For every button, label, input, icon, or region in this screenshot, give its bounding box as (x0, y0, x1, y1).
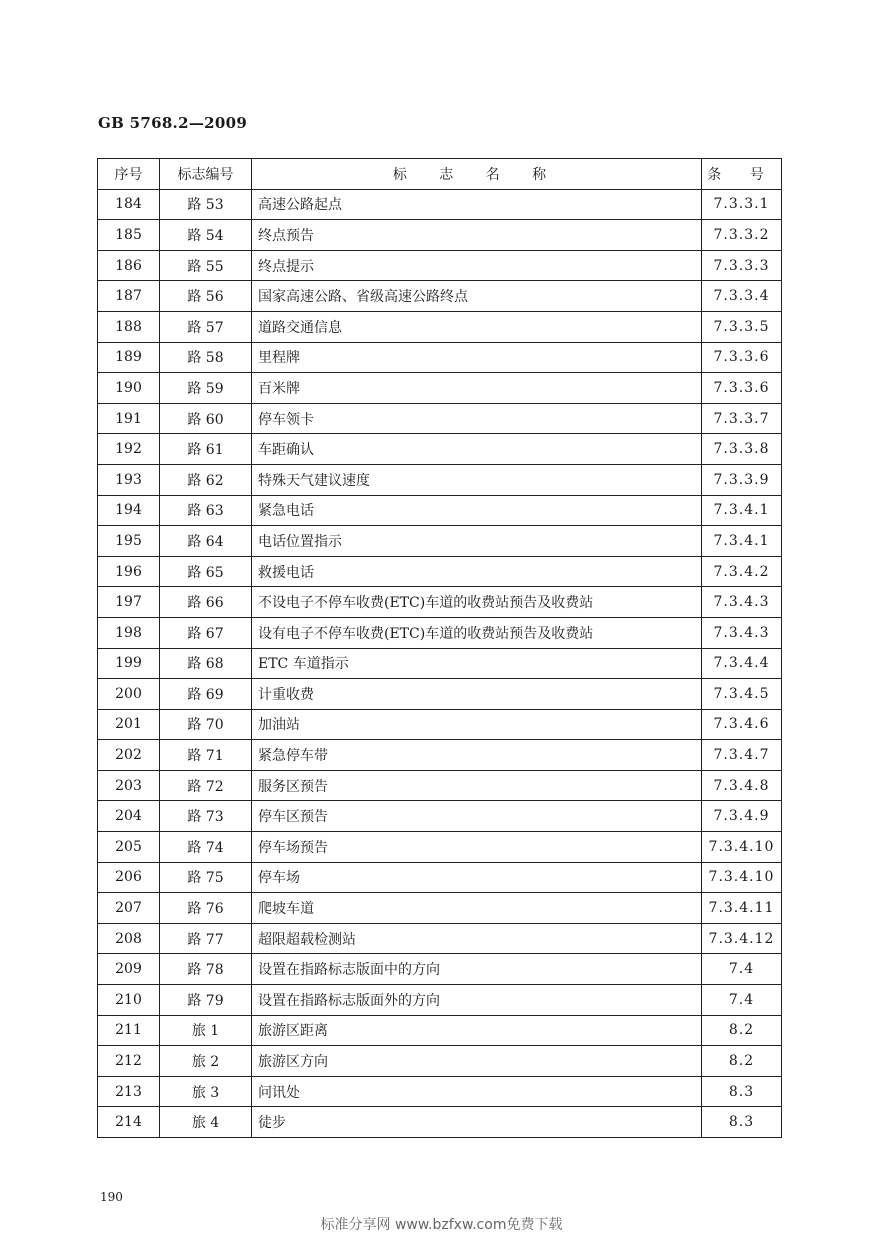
sign-code-cell: 路 72 (160, 770, 252, 801)
serial-number-cell: 192 (98, 434, 160, 465)
clause-number-cell: 7.3.3.9 (702, 464, 782, 495)
serial-number-cell: 202 (98, 740, 160, 771)
sign-name-cell: 终点预告 (252, 220, 702, 251)
table-row (98, 526, 782, 557)
sign-code-cell: 路 79 (160, 985, 252, 1016)
serial-number-cell: 205 (98, 832, 160, 863)
serial-number-cell: 204 (98, 801, 160, 832)
sign-code-cell: 路 60 (160, 403, 252, 434)
clause-number-cell: 7.3.4.1 (702, 495, 782, 526)
sign-code-cell: 路 75 (160, 862, 252, 893)
table-row (98, 648, 782, 679)
sign-name-cell: 设置在指路标志版面外的方向 (252, 985, 702, 1016)
sign-name-cell: ETC 车道指示 (252, 648, 702, 679)
sign-code-cell: 路 77 (160, 923, 252, 954)
serial-number-cell: 206 (98, 862, 160, 893)
sign-code-cell: 路 58 (160, 342, 252, 373)
serial-number-cell: 198 (98, 617, 160, 648)
sign-code-cell: 路 67 (160, 617, 252, 648)
table-row (98, 373, 782, 404)
table-row (98, 403, 782, 434)
clause-number-cell: 7.3.4.10 (702, 862, 782, 893)
clause-number-cell: 7.3.4.1 (702, 526, 782, 557)
table-row (98, 679, 782, 710)
sign-code-cell: 旅 2 (160, 1046, 252, 1077)
serial-number-cell: 184 (98, 189, 160, 220)
sign-code-cell: 路 71 (160, 740, 252, 771)
table-header-row (98, 159, 782, 190)
clause-number-cell: 7.3.3.6 (702, 342, 782, 373)
sign-name-cell: 爬坡车道 (252, 893, 702, 924)
sign-name-cell: 车距确认 (252, 434, 702, 465)
sign-name-cell: 停车区预告 (252, 801, 702, 832)
table-row (98, 434, 782, 465)
serial-number-cell: 190 (98, 373, 160, 404)
clause-number-cell: 7.3.3.5 (702, 311, 782, 342)
clause-number-cell: 7.3.4.3 (702, 587, 782, 618)
sign-code-cell: 路 54 (160, 220, 252, 251)
sign-name-cell: 设置在指路标志版面中的方向 (252, 954, 702, 985)
clause-number-cell: 7.3.4.9 (702, 801, 782, 832)
serial-number-cell: 210 (98, 985, 160, 1016)
table-row (98, 740, 782, 771)
sign-code-cell: 路 73 (160, 801, 252, 832)
sign-name-cell: 停车领卡 (252, 403, 702, 434)
page-number: 190 (100, 1190, 123, 1204)
standard-code: GB 5768.2—2009 (98, 114, 248, 132)
table-row (98, 1107, 782, 1138)
sign-name-cell: 旅游区距离 (252, 1015, 702, 1046)
serial-number-cell: 203 (98, 770, 160, 801)
clause-number-cell: 7.4 (702, 954, 782, 985)
sign-code-cell: 路 78 (160, 954, 252, 985)
table-row (98, 342, 782, 373)
sign-index-table (97, 158, 782, 1138)
serial-number-cell: 185 (98, 220, 160, 251)
table-row (98, 220, 782, 251)
serial-number-cell: 199 (98, 648, 160, 679)
serial-number-cell: 201 (98, 709, 160, 740)
clause-number-cell: 7.4 (702, 985, 782, 1016)
sign-code-cell: 路 74 (160, 832, 252, 863)
serial-number-cell: 186 (98, 250, 160, 281)
clause-number-cell: 8.2 (702, 1046, 782, 1077)
sign-code-cell: 路 66 (160, 587, 252, 618)
sign-code-cell: 路 64 (160, 526, 252, 557)
column-header-sign-code: 标志编号 (160, 159, 252, 190)
clause-number-cell: 7.3.4.5 (702, 679, 782, 710)
sign-code-cell: 路 61 (160, 434, 252, 465)
sign-code-cell: 路 69 (160, 679, 252, 710)
table-row (98, 189, 782, 220)
sign-name-cell: 救援电话 (252, 556, 702, 587)
clause-number-cell: 7.3.4.2 (702, 556, 782, 587)
column-header-clause: 条 号 (702, 159, 782, 190)
table-row (98, 954, 782, 985)
table-row (98, 281, 782, 312)
sign-name-cell: 百米牌 (252, 373, 702, 404)
clause-number-cell: 7.3.4.6 (702, 709, 782, 740)
table-row (98, 464, 782, 495)
sign-name-cell: 服务区预告 (252, 770, 702, 801)
table-body (98, 189, 782, 1137)
sign-name-cell: 停车场预告 (252, 832, 702, 863)
sign-code-cell: 路 63 (160, 495, 252, 526)
sign-name-cell: 旅游区方向 (252, 1046, 702, 1077)
sign-code-cell: 旅 4 (160, 1107, 252, 1138)
serial-number-cell: 200 (98, 679, 160, 710)
serial-number-cell: 189 (98, 342, 160, 373)
clause-number-cell: 7.3.4.12 (702, 923, 782, 954)
column-header-sign-name: 标 志 名 称 (252, 159, 702, 190)
sign-name-cell: 超限超载检测站 (252, 923, 702, 954)
serial-number-cell: 211 (98, 1015, 160, 1046)
sign-name-cell: 紧急电话 (252, 495, 702, 526)
serial-number-cell: 188 (98, 311, 160, 342)
clause-number-cell: 8.3 (702, 1076, 782, 1107)
table-row (98, 587, 782, 618)
serial-number-cell: 208 (98, 923, 160, 954)
sign-name-cell: 紧急停车带 (252, 740, 702, 771)
table-row (98, 617, 782, 648)
table-header (98, 159, 782, 190)
sign-name-cell: 特殊天气建议速度 (252, 464, 702, 495)
sign-name-cell: 国家高速公路、省级高速公路终点 (252, 281, 702, 312)
column-header-serial: 序号 (98, 159, 160, 190)
table-row (98, 832, 782, 863)
clause-number-cell: 8.2 (702, 1015, 782, 1046)
sign-name-cell: 设有电子不停车收费(ETC)车道的收费站预告及收费站 (252, 617, 702, 648)
serial-number-cell: 191 (98, 403, 160, 434)
table-row (98, 311, 782, 342)
serial-number-cell: 187 (98, 281, 160, 312)
clause-number-cell: 7.3.3.6 (702, 373, 782, 404)
clause-number-cell: 7.3.3.4 (702, 281, 782, 312)
serial-number-cell: 194 (98, 495, 160, 526)
serial-number-cell: 193 (98, 464, 160, 495)
table-row (98, 250, 782, 281)
sign-code-cell: 路 68 (160, 648, 252, 679)
sign-code-cell: 路 76 (160, 893, 252, 924)
serial-number-cell: 196 (98, 556, 160, 587)
table-row (98, 1076, 782, 1107)
table-row (98, 770, 782, 801)
sign-code-cell: 路 56 (160, 281, 252, 312)
clause-number-cell: 8.3 (702, 1107, 782, 1138)
sign-code-cell: 路 62 (160, 464, 252, 495)
sign-name-cell: 计重收费 (252, 679, 702, 710)
table-row (98, 556, 782, 587)
sign-name-cell: 里程牌 (252, 342, 702, 373)
sign-code-cell: 路 70 (160, 709, 252, 740)
clause-number-cell: 7.3.3.8 (702, 434, 782, 465)
clause-number-cell: 7.3.3.1 (702, 189, 782, 220)
serial-number-cell: 195 (98, 526, 160, 557)
clause-number-cell: 7.3.3.3 (702, 250, 782, 281)
sign-name-cell: 停车场 (252, 862, 702, 893)
sign-name-cell: 电话位置指示 (252, 526, 702, 557)
sign-code-cell: 路 57 (160, 311, 252, 342)
sign-name-cell: 终点提示 (252, 250, 702, 281)
table-row (98, 893, 782, 924)
watermark-text: 标准分享网 www.bzfxw.com免费下载 (320, 1217, 563, 1233)
serial-number-cell: 197 (98, 587, 160, 618)
clause-number-cell: 7.3.4.10 (702, 832, 782, 863)
clause-number-cell: 7.3.4.8 (702, 770, 782, 801)
sign-name-cell: 问讯处 (252, 1076, 702, 1107)
sign-name-cell: 道路交通信息 (252, 311, 702, 342)
clause-number-cell: 7.3.3.2 (702, 220, 782, 251)
table-row (98, 985, 782, 1016)
sign-code-cell: 旅 3 (160, 1076, 252, 1107)
table-row (98, 495, 782, 526)
sign-code-cell: 路 55 (160, 250, 252, 281)
clause-number-cell: 7.3.4.4 (702, 648, 782, 679)
serial-number-cell: 214 (98, 1107, 160, 1138)
clause-number-cell: 7.3.3.7 (702, 403, 782, 434)
serial-number-cell: 209 (98, 954, 160, 985)
sign-name-cell: 加油站 (252, 709, 702, 740)
clause-number-cell: 7.3.4.3 (702, 617, 782, 648)
sign-code-cell: 路 53 (160, 189, 252, 220)
table-row (98, 1015, 782, 1046)
sign-code-cell: 旅 1 (160, 1015, 252, 1046)
table-row (98, 801, 782, 832)
sign-name-cell: 不设电子不停车收费(ETC)车道的收费站预告及收费站 (252, 587, 702, 618)
sign-code-cell: 路 59 (160, 373, 252, 404)
sign-name-cell: 高速公路起点 (252, 189, 702, 220)
table-row (98, 923, 782, 954)
clause-number-cell: 7.3.4.7 (702, 740, 782, 771)
table-row (98, 1046, 782, 1077)
serial-number-cell: 212 (98, 1046, 160, 1077)
table-row (98, 709, 782, 740)
sign-name-cell: 徒步 (252, 1107, 702, 1138)
clause-number-cell: 7.3.4.11 (702, 893, 782, 924)
serial-number-cell: 213 (98, 1076, 160, 1107)
sign-code-cell: 路 65 (160, 556, 252, 587)
table-row (98, 862, 782, 893)
serial-number-cell: 207 (98, 893, 160, 924)
